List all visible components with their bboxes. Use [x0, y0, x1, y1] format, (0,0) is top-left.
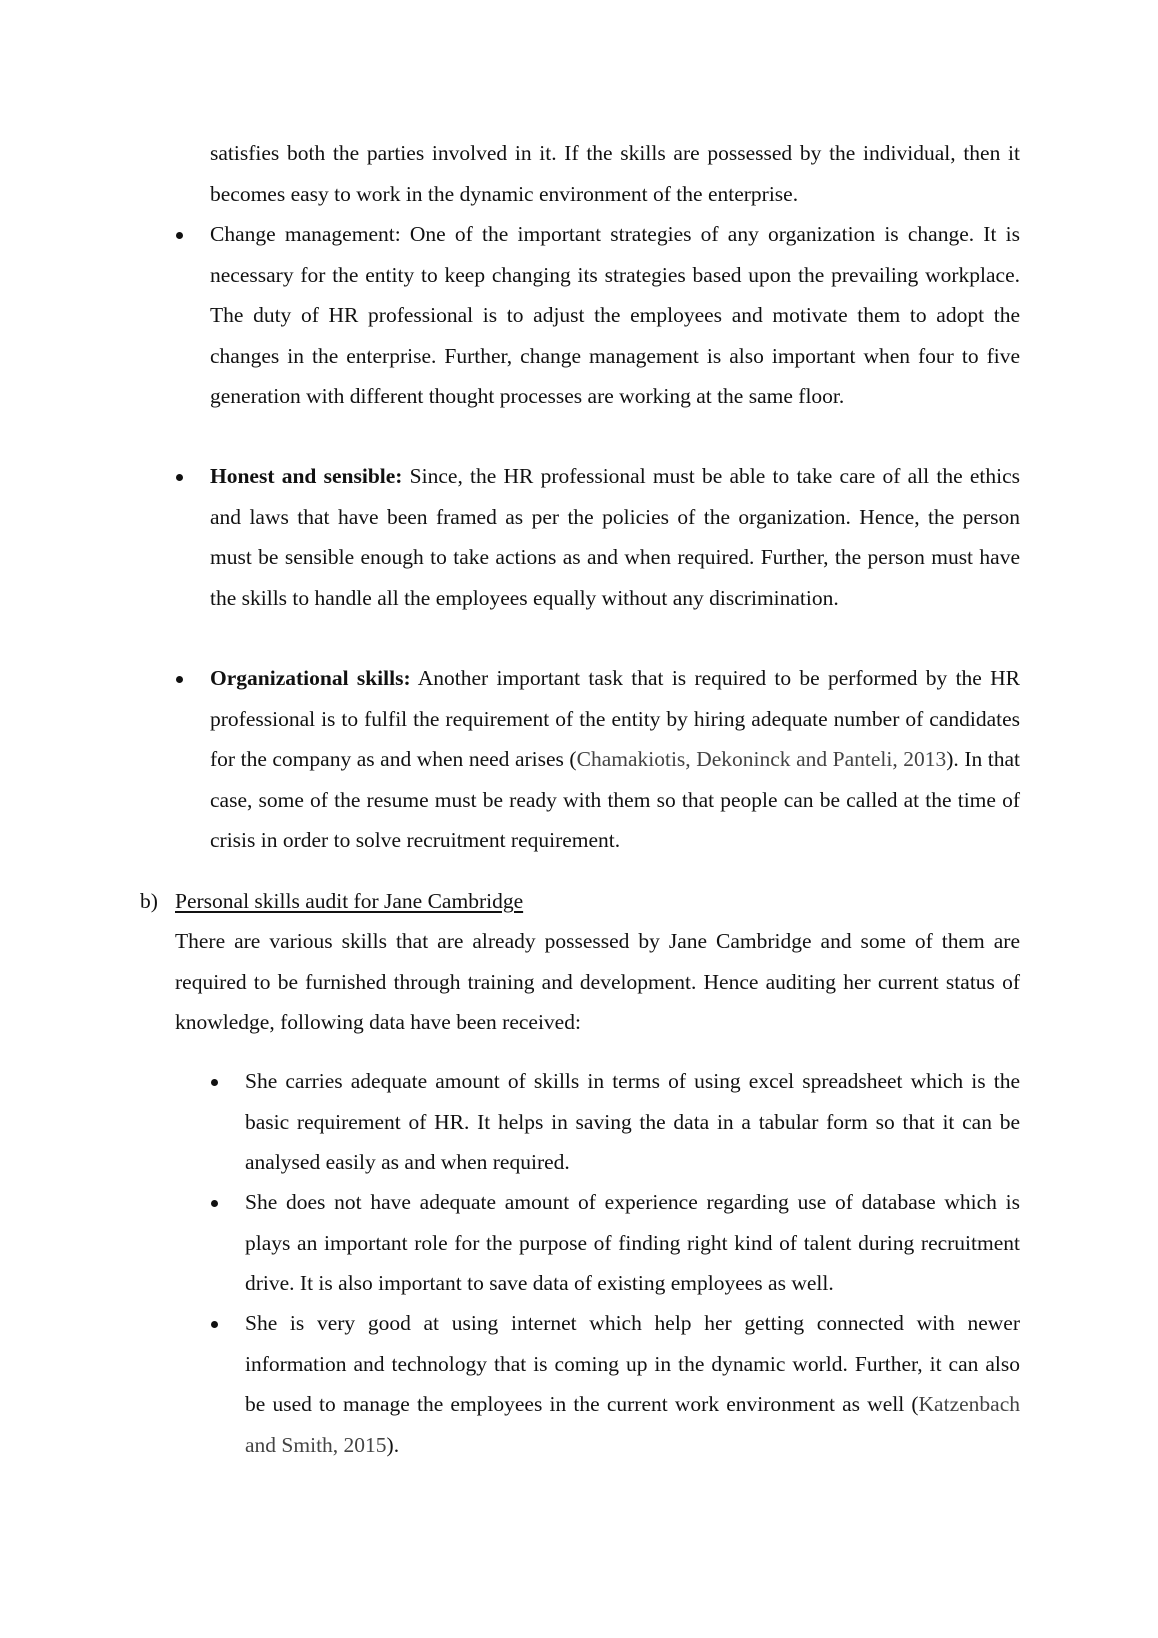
citation: Chamakiotis, Dekoninck and Panteli, 2013: [576, 747, 947, 771]
bullet-icon: [176, 474, 183, 481]
bullet-text: She is very good at using internet which help her getting connected with newer information and technology that is coming up in the dynamic world. Further, it can also be used to manage the employees in the current work environment as well (: [245, 1311, 1020, 1416]
bullet-honest-sensible: [210, 456, 1020, 618]
bullet-text: Since, the HR professional must be able to take care of all the ethics and laws that have been framed as per the policies of the organization. Hence, the person must be sensible enough to take actions as and when required. Further, the person must have the skills to handle all the employees equally without any discrimination.: [210, 464, 1020, 610]
bullet-icon: [176, 676, 183, 683]
bullet-icon: [211, 1200, 218, 1207]
bullet-change-management: [210, 214, 1020, 417]
bullet-internet-skills: [245, 1303, 1020, 1465]
bullet-icon: [211, 1321, 218, 1328]
intro-text: There are various skills that are already possessed by Jane Cambridge and some of them are required to be furnished through training and development. Hence auditing her current status of knowledge, following data have been received:: [175, 929, 1020, 1034]
bullet-icon: [176, 232, 183, 239]
bullet-excel-skills: [245, 1061, 1020, 1183]
bullet-bold-label: Honest and sensible:: [210, 464, 403, 488]
bullet-icon: [211, 1079, 218, 1086]
bullet-text: ). In that case, some of the resume must be ready with them so that people can be called at the time of crisis in order to solve recruitment requirement.: [210, 747, 1021, 852]
bullet-organizational-skills: [210, 658, 1020, 861]
section-label: b): [140, 889, 158, 913]
bullet-text: She does not have adequate amount of experience regarding use of database which is plays an important role for the purpose of finding right kind of talent during recruitment drive. It is also important to save data of existing employees as well.: [245, 1190, 1020, 1295]
bullet-text: ).: [386, 1432, 400, 1457]
continuation-paragraph: [210, 133, 1020, 214]
bullet-database-experience: [245, 1182, 1020, 1304]
citation: Katzenbach and Smith, 2015: [245, 1392, 1020, 1457]
bullet-text: Change management: One of the important strategies of any organization is change. It is necessary for the entity to keep changing its strategies based upon the prevailing workplace. The duty of HR professional is to adjust the employees and motivate them to adopt the changes in the enterprise. Further, change management is also important when four to five generation with different thought processes are working at the same floor.: [210, 222, 1020, 408]
bullet-text: She carries adequate amount of skills in terms of using excel spreadsheet which is the basic requirement of HR. It helps in saving the data in a tabular form so that it can be analysed easily as and when required.: [245, 1069, 1020, 1174]
section-title: Personal skills audit for Jane Cambridge: [175, 889, 524, 913]
continuation-text: satisfies both the parties involved in it. If the skills are possessed by the individual, then it becomes easy to work in the dynamic environment of the enterprise.: [210, 141, 1020, 206]
bullet-bold-label: Organizational skills:: [210, 666, 411, 690]
section-intro: [175, 921, 1020, 1043]
bullet-text: Another important task that is required to be performed by the HR professional is to fulfil the requirement of the entity by hiring adequate number of candidates for the company as and when need arises (: [210, 666, 1021, 771]
